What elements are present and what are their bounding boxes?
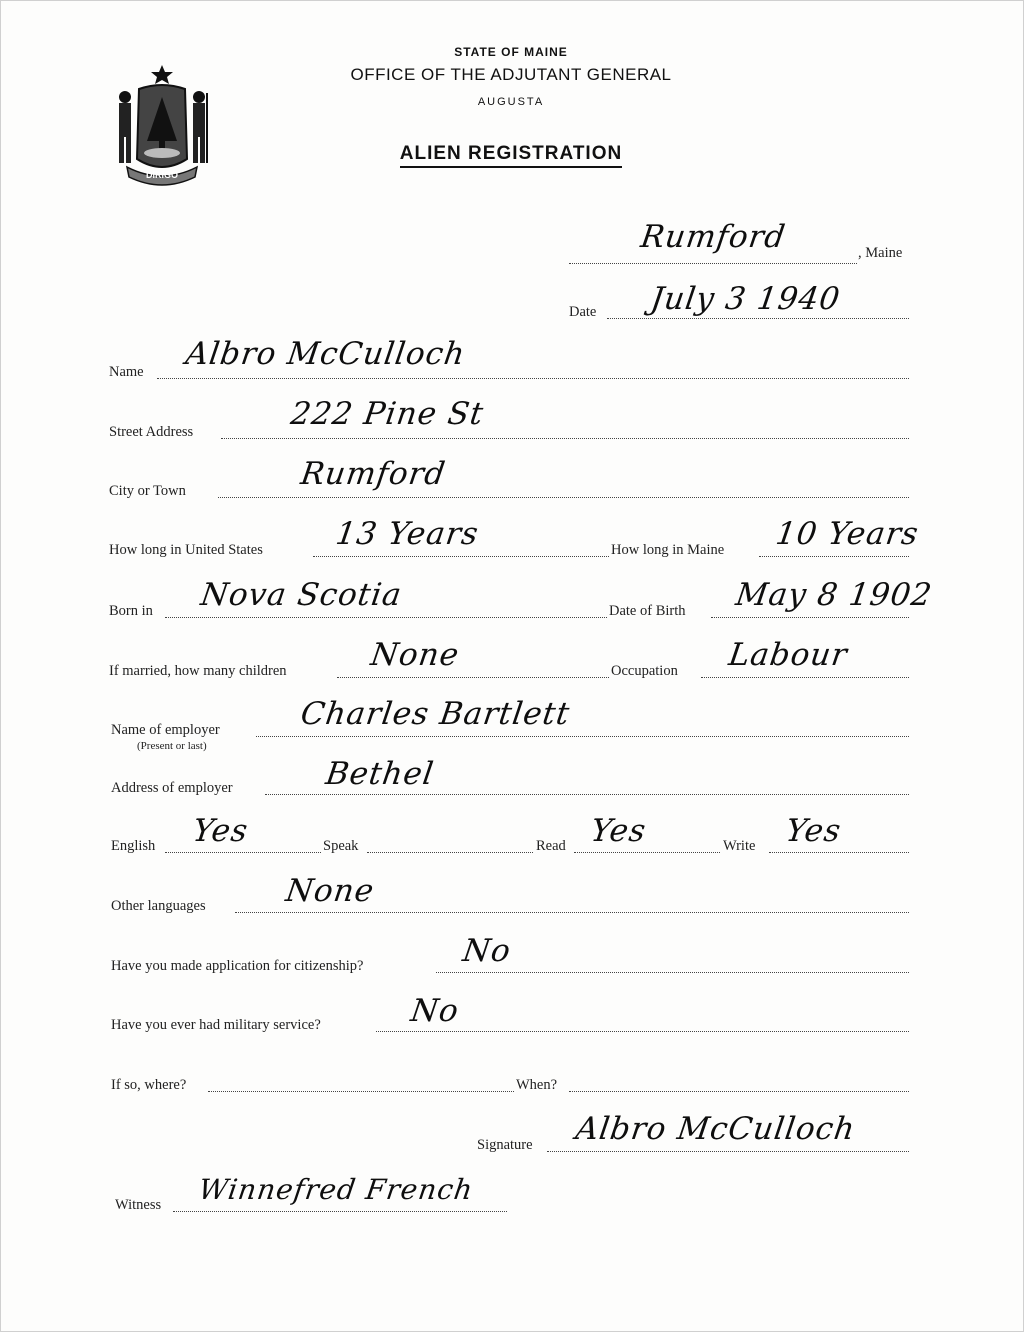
witness-value: Winnefred French [196,1173,476,1206]
date-value: July 3 1940 [648,281,843,317]
military-value: No [408,993,462,1029]
signature-value: Albro McCulloch [573,1111,858,1147]
dob-line [711,617,909,618]
street-value: 222 Pine St [288,396,487,432]
how-long-us-label: How long in United States [109,542,263,558]
header-state: STATE OF MAINE [454,45,568,59]
occupation-line [701,677,909,678]
write-value: Yes [783,813,844,849]
header-city: AUGUSTA [477,96,545,108]
citizenship-line [436,972,909,973]
other-languages-label: Other languages [111,898,206,914]
when-line [569,1091,909,1092]
when-label: When? [516,1077,558,1093]
how-long-us-value: 13 Years [333,516,482,552]
city-line [218,497,909,498]
svg-text:DIRIGO: DIRIGO [145,170,179,180]
city-value: Rumford [298,456,449,492]
occupation-label: Occupation [611,663,678,679]
other-languages-line [235,912,909,913]
how-long-maine-value: 10 Years [773,516,922,552]
signature-label: Signature [477,1137,533,1153]
born-in-line [165,617,607,618]
children-value: None [368,637,462,673]
write-label: Write [723,838,756,854]
military-line [376,1031,909,1032]
employer-address-line [265,794,909,795]
maine-state-seal [109,63,215,187]
how-long-us-line [313,556,609,557]
children-line [337,677,609,678]
maine-label: , Maine [858,245,903,261]
where-label: If so, where? [111,1077,187,1093]
other-languages-value: None [283,873,377,909]
english-value: Yes [190,813,251,849]
witness-line [173,1211,507,1212]
witness-label: Witness [115,1197,162,1213]
english-label: English [111,838,156,854]
town-line [569,263,857,264]
date-label: Date [569,304,597,320]
speak-label: Speak [323,838,359,854]
employer-line [256,736,909,737]
form-title: ALIEN REGISTRATION [301,143,721,165]
street-line [221,438,909,439]
signature-line [547,1151,909,1152]
how-long-maine-label: How long in Maine [611,542,725,558]
header-office: OFFICE OF THE ADJUTANT GENERAL [350,65,672,84]
read-value: Yes [588,813,649,849]
occupation-value: Labour [726,637,850,673]
how-long-maine-line [759,556,909,557]
town-value: Rumford [638,219,789,255]
name-label: Name [109,364,144,380]
date-line [607,318,909,319]
dob-value: May 8 1902 [733,577,935,613]
read-line [574,852,720,853]
write-line [769,852,909,853]
employer-sublabel: (Present or last) [137,740,207,752]
children-label: If married, how many children [109,663,287,679]
citizenship-value: No [460,933,514,969]
city-label: City or Town [109,483,186,499]
name-line [157,378,909,379]
employer-value: Charles Bartlett [298,696,573,732]
employer-label: Name of employer [111,722,220,738]
english-line [165,852,321,853]
read-label: Read [536,838,566,854]
born-in-label: Born in [109,603,153,619]
speak-line [367,852,533,853]
name-value: Albro McCulloch [183,336,468,372]
where-line [208,1091,514,1092]
street-label: Street Address [109,424,194,440]
military-label: Have you ever had military service? [111,1017,321,1033]
employer-address-label: Address of employer [111,780,233,796]
citizenship-label: Have you made application for citizenship? [111,958,364,974]
dob-label: Date of Birth [609,603,686,619]
born-in-value: Nova Scotia [198,577,405,613]
employer-address-value: Bethel [323,756,437,792]
